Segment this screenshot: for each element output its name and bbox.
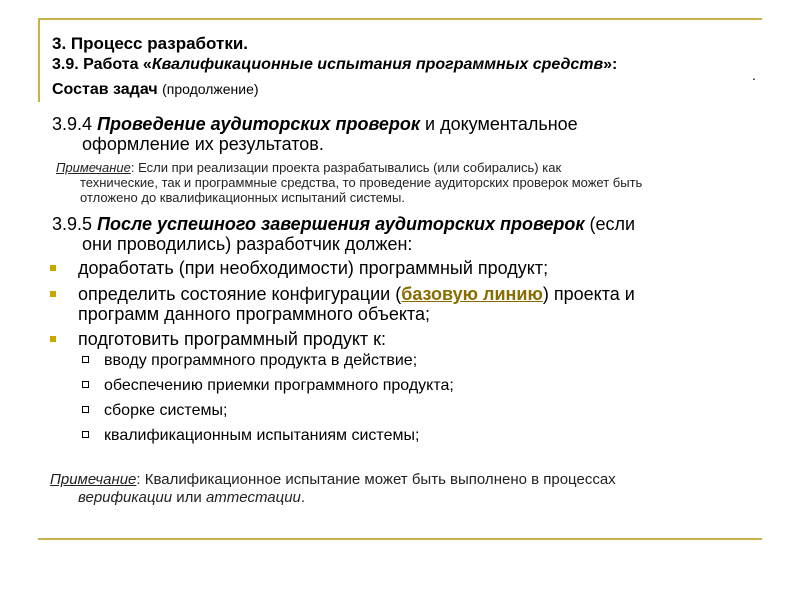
decorative-dot: . (752, 67, 756, 83)
sub-bullet-icon (82, 356, 89, 363)
bullet-1: доработать (при необходимости) программный продукт; (78, 258, 549, 278)
item-3-9-5-cont: они проводились) разработчик должен: (82, 234, 413, 254)
section-title: 3. Процесс разработки. (52, 34, 249, 53)
left-accent-line (38, 18, 40, 102)
note-1-line3: отложено до квалификационных испытаний системы. (80, 190, 405, 205)
bullet-2-cont: программ данного программного объекта; (78, 304, 431, 324)
bottom-divider (38, 538, 762, 540)
sub-bullet-icon (82, 381, 89, 388)
sub-bullet: вводу программного продукта в действие; (104, 352, 418, 369)
sub-bullet: обеспечению приемки программного продукта; (104, 377, 454, 394)
item-3-9-4: 3.9.4 Проведение аудиторских проверок и документальное (52, 114, 578, 134)
bullet-square-icon (50, 291, 56, 297)
bullet-2: определить состояние конфигурации (базовую линию) проекта и (78, 284, 635, 304)
tasks-heading: Состав задач (продолжение) (52, 81, 259, 98)
top-divider (38, 18, 762, 20)
bullet-3: подготовить программный продукт к: (78, 329, 387, 349)
sub-bullet-icon (82, 406, 89, 413)
sub-bullet-icon (82, 431, 89, 438)
item-3-9-5: 3.9.5 После успешного завершения аудиторских проверок (если (52, 214, 636, 234)
sub-bullet: сборке системы; (104, 402, 228, 419)
note-2-line1: Примечание: Квалификационное испытание может быть выполнено в процессах (50, 471, 616, 488)
baseline-link[interactable]: базовую линию (401, 284, 543, 304)
sub-bullet: квалификационным испытаниям системы; (104, 427, 420, 444)
note-2-line2: верификации или аттестации. (78, 489, 306, 506)
item-3-9-4-cont: оформление их результатов. (82, 134, 324, 154)
bullet-square-icon (50, 336, 56, 342)
note-1-line1: Примечание: Если при реализации проекта разрабатывались (или собирались) как (56, 160, 562, 175)
note-1-line2: технические, так и программные средства, то проведение аудиторских проверок может быть (80, 175, 643, 190)
bullet-square-icon (50, 265, 56, 271)
work-title: 3.9. Работа «Квалификационные испытания программных средств»: (52, 56, 618, 73)
